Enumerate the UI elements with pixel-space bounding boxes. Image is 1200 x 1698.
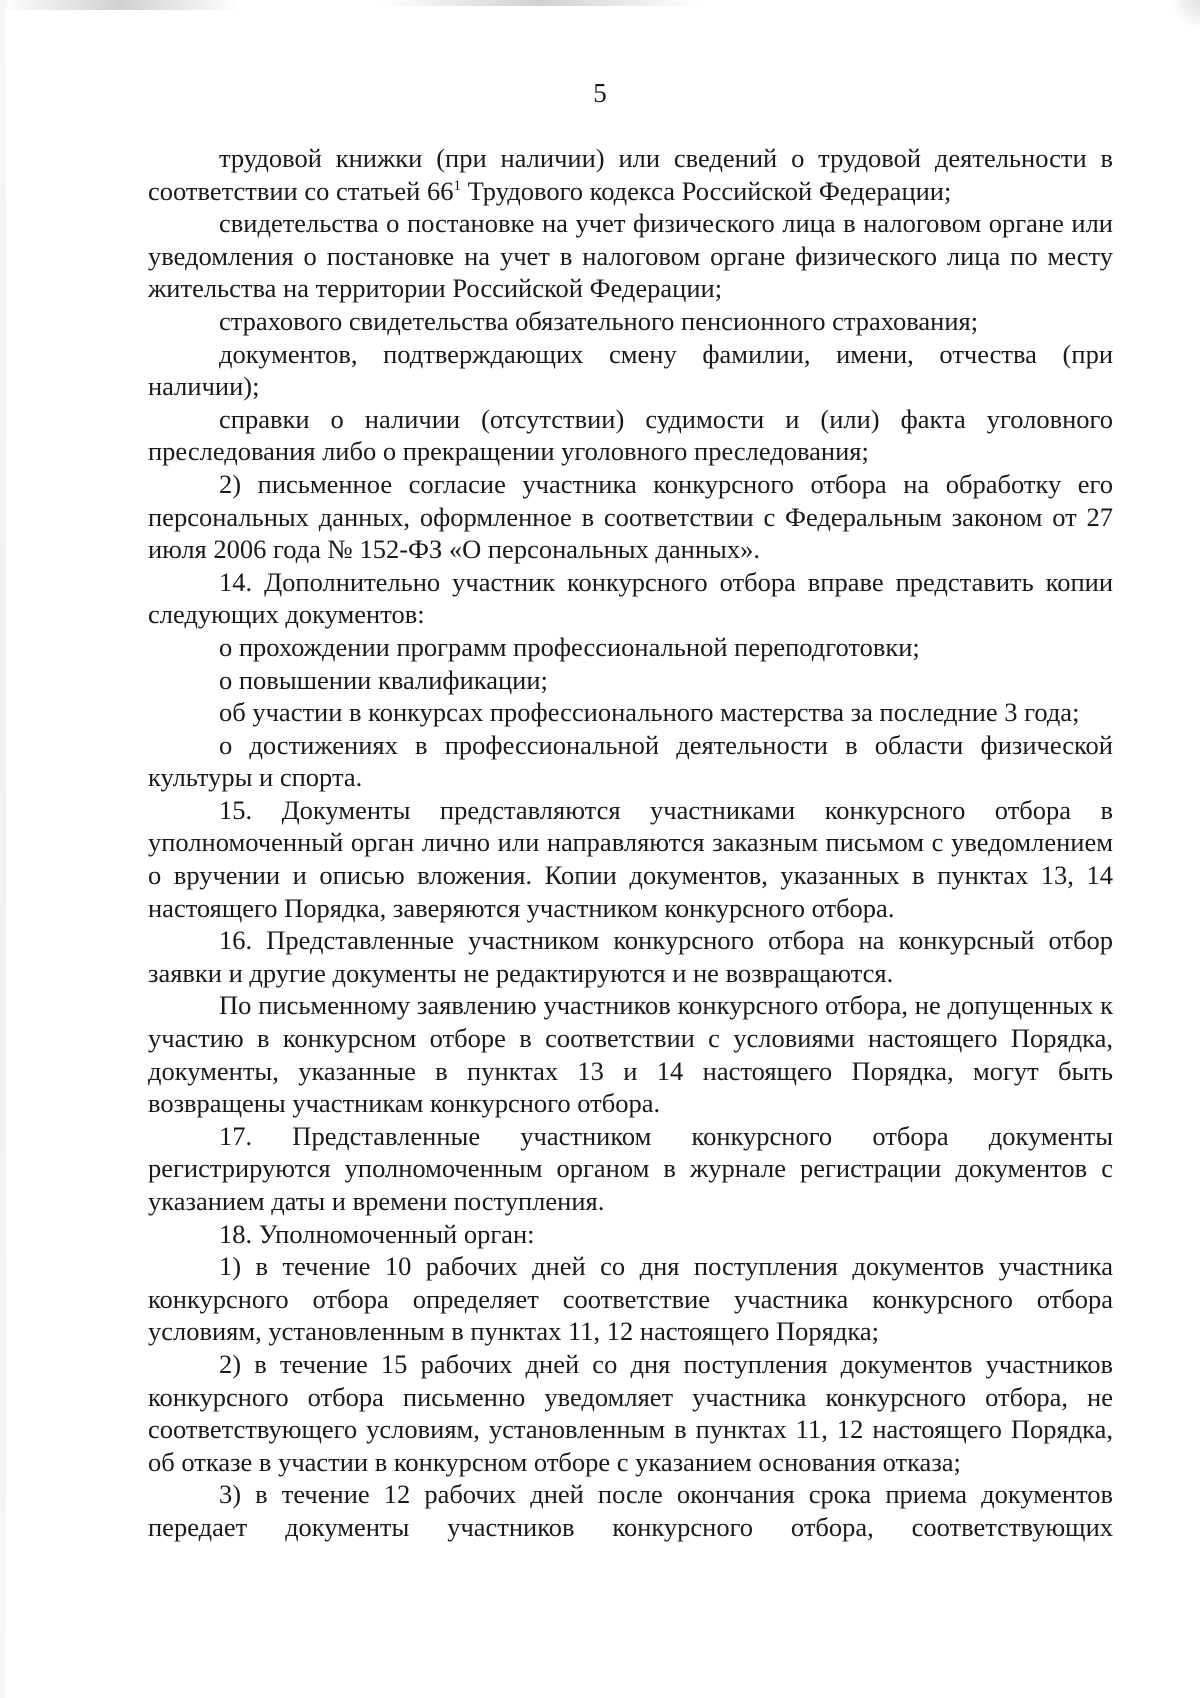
paragraph-text: 2) письменное согласие участника конкурсного отбора на обработку его персональных данных, оформленное в соответствии с Федеральным законом от 27 июля 2006 года № 152-ФЗ «О персональных данных». <box>148 468 1113 565</box>
paragraph <box>148 338 1113 403</box>
paragraph-text: об участии в конкурсах профессионального мастерства за последние 3 года; <box>219 697 1080 728</box>
paragraph-text: свидетельства о постановке на учет физического лица в налоговом органе или уведомления о постановке на учет в налоговом органе физического лица по месту жительства на территории Российской Федерации; <box>148 208 1113 304</box>
paragraph <box>148 468 1113 566</box>
paragraph <box>148 1478 1113 1543</box>
paragraph <box>148 1250 1113 1348</box>
paragraph <box>148 566 1113 631</box>
superscript-mark: 1 <box>453 177 461 194</box>
paragraph-text-tail: Трудового кодекса Российской Федерации; <box>460 175 952 206</box>
paragraph-text: документов, подтверждающих смену фамилии, имени, отчества (при наличии); <box>148 338 1113 402</box>
scan-top-smudge-left <box>0 0 240 10</box>
paragraph <box>148 305 1113 338</box>
paragraph <box>148 403 1113 468</box>
paragraph <box>148 924 1113 989</box>
paragraph <box>148 696 1113 729</box>
paragraph <box>148 631 1113 664</box>
paragraph-text: 15. Документы представляются участниками конкурсного отбора в уполномоченный орган лично или направляются заказным письмом с уведомлением о вручении и описью вложения. Копии документов, указанных в пунктах 13, 14 настоящего Порядка, заверяются участником конкурсного отбора. <box>148 794 1113 923</box>
paragraph <box>148 1120 1113 1218</box>
paragraph <box>148 989 1113 1119</box>
paragraph <box>148 664 1113 697</box>
paragraph-text: о достижениях в профессиональной деятельности в области физической культуры и спорта. <box>148 729 1113 793</box>
paragraph <box>148 729 1113 794</box>
page-number: 5 <box>593 78 607 108</box>
paragraph-text: 2) в течение 15 рабочих дней со дня поступления документов участников конкурсного отбора письменно уведомляет участника конкурсного отбора, не соответствующего условиям, установленным в пунктах 11, 12 настоящего Порядка, об отказе в участии в конкурсном отборе с указанием основания отказа; <box>148 1348 1113 1477</box>
document-body <box>148 142 1113 1544</box>
paragraph-text: о прохождении программ профессиональной переподготовки; <box>219 631 920 662</box>
paragraph <box>148 142 1113 207</box>
paragraph <box>148 1218 1113 1251</box>
paragraph-text: 17. Представленные участником конкурсного отбора документы регистрируются уполномоченным органом в журнале регистрации документов с указанием даты и времени поступления. <box>148 1120 1113 1216</box>
paragraph <box>148 207 1113 305</box>
paragraph-text: о повышении квалификации; <box>219 664 548 695</box>
paragraph-text: 3) в течение 12 рабочих дней после окончания срока приема документов передает документы участников конкурсного отбора, соответствующих <box>148 1479 1113 1542</box>
paragraph-text: 16. Представленные участником конкурсного отбора на конкурсный отбор заявки и другие документы не редактируются и не возвращаются. <box>148 925 1113 988</box>
paragraph-text: страхового свидетельства обязательного пенсионного страхования; <box>219 305 979 336</box>
paragraph <box>148 1348 1113 1478</box>
paragraph-text: По письменному заявлению участников конкурсного отбора, не допущенных к участию в конкурсном отборе в соответствии с условиями настоящего Порядка, документы, указанные в пунктах 13 и 14 настоящего Порядка, могут быть возвращены участникам конкурсного отбора. <box>148 990 1113 1119</box>
scan-top-right-corner <box>1170 0 1200 30</box>
scan-top-smudge-center <box>380 0 700 6</box>
paragraph-text: трудовой книжки (при наличии) или сведений о трудовой деятельности в соответствии со статьей 66 <box>148 143 1113 206</box>
paragraph-text: справки о наличии (отсутствии) судимости и (или) факта уголовного преследования либо о прекращении уголовного преследования; <box>148 403 1113 467</box>
paragraph-text: 1) в течение 10 рабочих дней со дня поступления документов участника конкурсного отбора определяет соответствие участника конкурсного отбора условиям, установленным в пунктах 11, 12 настоящего Порядка; <box>148 1251 1113 1347</box>
scan-edge-shadow <box>0 0 6 1698</box>
paragraph-text: 14. Дополнительно участник конкурсного отбора вправе представить копии следующих документов: <box>148 566 1113 630</box>
paragraph <box>148 794 1113 924</box>
paragraph-text: 18. Уполномоченный орган: <box>219 1218 535 1249</box>
